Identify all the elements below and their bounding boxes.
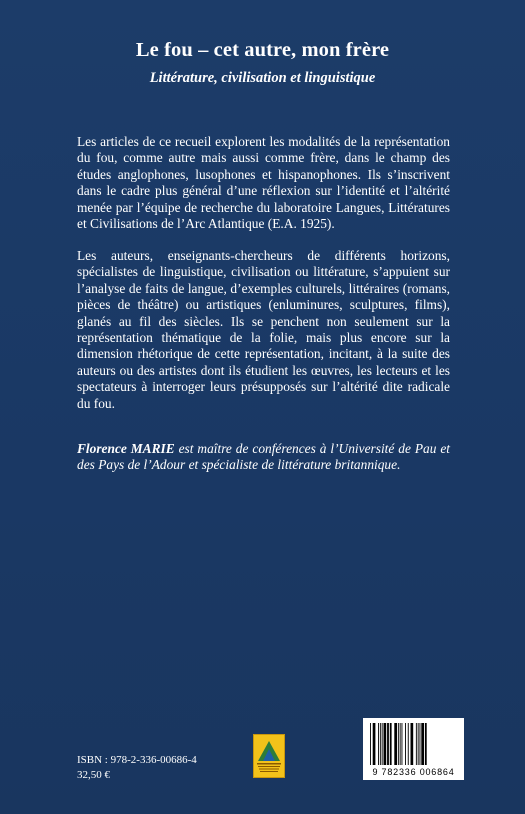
barcode-bar [421,723,424,765]
barcode-bar [416,723,417,765]
barcode-bar [408,723,409,765]
barcode-bar [398,723,399,765]
barcode-bar [405,723,406,765]
book-title: Le fou – cet autre, mon frère [135,39,390,61]
isbn: ISBN : 978-2-336-00686-4 [77,754,197,766]
barcode-bar [402,723,403,765]
barcode-bar [425,723,427,765]
barcode-bar [394,723,397,765]
price: 32,50 € [77,769,110,781]
barcode-bar [373,723,376,765]
barcode-digits: 9 782336 006864 [372,767,455,777]
barcode-bar [411,723,414,765]
barcode-bar [400,723,401,765]
publisher-logo [253,734,285,778]
barcode-bar [378,723,379,765]
blurb-paragraph-2: Les auteurs, enseignants-chercheurs de différents horizons, spécialistes de linguistique, civilisation ou littérature, s’appuient sur l’analyse de faits de langue, d’exemples culturels, littéraires (romans, pièces de théâtre) ou artistiques (enluminures, sculptures, films), glanés au fil des siècles. Ils se penchent non seulement sur la représentation thématique de la folie, mais plus encore sur la dimension rhétorique de cette représentation, incitant, à la suite des auteurs ou des artistes dont ils étudient les œuvres, les lecteurs et les spectateurs à interroger leurs présupposés sur l’altérité dite radicale du fou. [77,248,450,411]
barcode-bar [390,723,392,765]
author-name: Florence MARIE [77,441,175,456]
barcode-bar [418,723,419,765]
barcode-bar [420,723,421,765]
barcode-bar [384,723,387,765]
barcode [363,718,464,780]
author-bio-text: est maître de conférences à l’Université de Pau et des Pays de l’Adour et spécialiste de littérature britannique. [77,441,450,473]
barcode-bar [387,723,389,765]
book-subtitle: Littérature, civilisation et linguistique [149,70,376,86]
barcode-bar [370,723,371,765]
barcode-bar [380,723,381,765]
barcode-bar [382,723,383,765]
blurb-paragraph-1: Les articles de ce recueil explorent les modalités de la représentation du fou, comme autre mais aussi comme frère, dans le champ des études anglophones, lusophones et hispanophones. Ils s’inscrivent dans le cadre plus général d’une réflexion sur l’identité et l’altérité menée par l’équipe de recherche du laboratoire Langues, Littératures et Civilisations de l’Arc Atlantique (E.A. 1925). [77,134,450,232]
author-bio [77,441,450,474]
